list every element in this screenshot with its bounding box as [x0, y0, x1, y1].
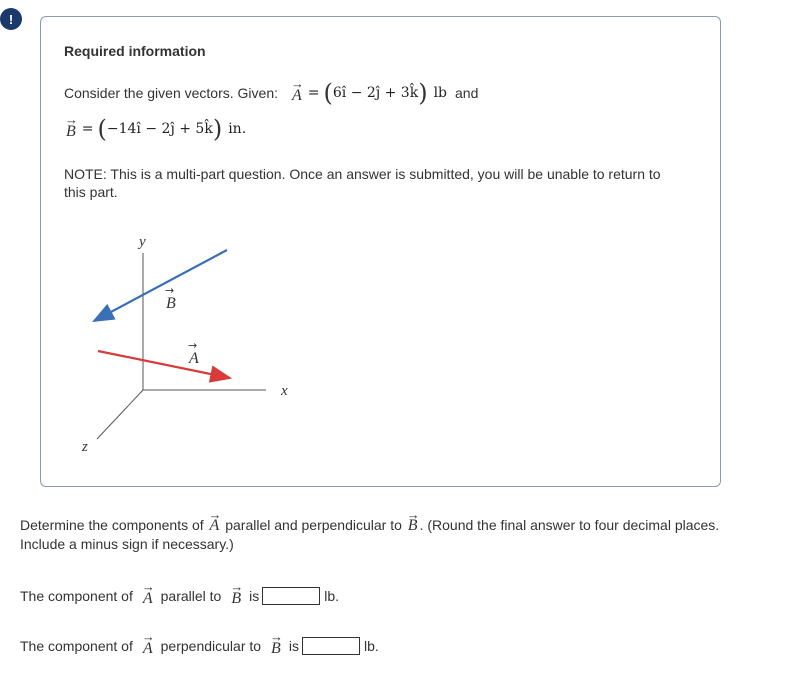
and-text: and — [455, 85, 479, 101]
answer1-middle: parallel to — [160, 588, 222, 604]
answer-row-perpendicular — [20, 634, 379, 658]
info-title: Required information — [64, 43, 206, 59]
alert-badge — [0, 8, 22, 30]
answer1-is: is — [249, 588, 260, 604]
question-part1: Determine the components of — [20, 517, 204, 533]
vector-b-arrow — [94, 250, 227, 321]
question-vec-b: → B — [408, 510, 418, 535]
perpendicular-component-input[interactable] — [302, 637, 360, 655]
y-axis-label: y — [139, 234, 146, 250]
vector-b-arrow-mark: → — [165, 284, 175, 297]
x-axis-label: x — [281, 383, 288, 399]
vector-a-arrow-mark: → — [188, 339, 198, 352]
question-part3: . (Round the final answer to four decimal places. Include a minus sign if necessary.) — [20, 517, 720, 552]
vector-b-expression: −14î − 2ĵ + 5k̂ — [106, 121, 213, 137]
vector-b-unit: in. — [228, 121, 247, 137]
answer1-unit: lb. — [324, 588, 340, 604]
vector-a-expression: 6î − 2ĵ + 3k̂ — [332, 85, 419, 101]
given-vector-a-line: Consider the given vectors. Given: → A = ( 6î − 2ĵ + 3k̂ ) lb and — [64, 81, 478, 105]
question-vec-a: → A — [210, 510, 220, 535]
vector-a-symbol: → A — [292, 81, 302, 105]
question-text — [20, 510, 750, 554]
answer1-vec-b: → B — [231, 584, 241, 608]
alert-symbol: ! — [8, 11, 14, 27]
z-axis-label: z — [82, 439, 88, 455]
answer-row-parallel — [20, 584, 339, 608]
vector-a-unit: lb — [433, 85, 448, 101]
vector-a-diagram-label: A — [189, 350, 199, 367]
vector-b-diagram-label: B — [166, 295, 176, 312]
answer1-vec-a: → A — [143, 584, 153, 608]
question-part2: parallel and perpendicular to — [225, 517, 402, 533]
answer2-vec-a: → A — [143, 634, 153, 658]
answer2-is: is — [288, 638, 299, 654]
given-vector-b-line: → B = ( −14î − 2ĵ + 5k̂ ) in. — [64, 117, 246, 141]
vector-diagram — [40, 215, 300, 465]
answer2-prefix: The component of — [20, 638, 133, 654]
note-text: NOTE: This is a multi-part question. Once an answer is submitted, you will be unable to return to this part. — [64, 166, 661, 200]
answer2-vec-b: → B — [271, 634, 281, 658]
parallel-component-input[interactable] — [262, 587, 320, 605]
z-axis-line — [97, 390, 143, 439]
vector-b-symbol: → B — [66, 117, 76, 141]
given-intro: Consider the given vectors. Given: — [64, 85, 278, 101]
vector-a-arrow — [98, 351, 230, 378]
answer1-prefix: The component of — [20, 588, 133, 604]
answer2-unit: lb. — [363, 638, 379, 654]
answer2-middle: perpendicular to — [160, 638, 262, 654]
